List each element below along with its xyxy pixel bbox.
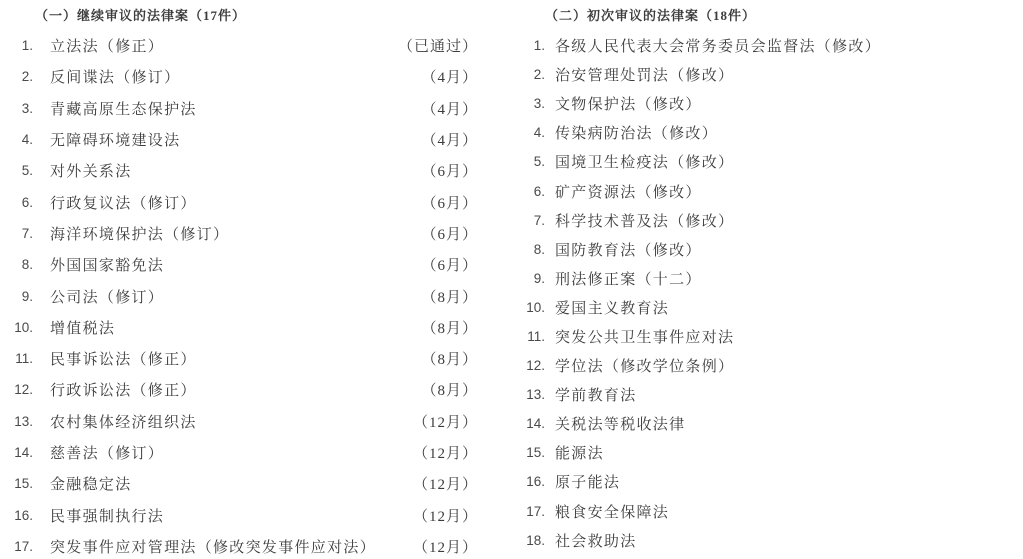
law-title: 治安管理处罚法（修改） <box>555 68 735 85</box>
item-number: 13. <box>526 387 545 403</box>
law-title: 传染病防治法（修改） <box>555 126 719 143</box>
status-label: （已通过） <box>397 39 478 56</box>
law-title: 增值税法 <box>50 320 116 337</box>
list-item <box>511 60 1021 89</box>
status-label: （6月） <box>421 195 478 212</box>
list-item <box>0 249 478 280</box>
list-item <box>0 499 478 530</box>
status-label: （4月） <box>421 101 478 118</box>
list-item <box>511 380 1021 409</box>
item-number: 13. <box>14 413 33 429</box>
item-number: 10. <box>14 319 33 335</box>
list-item <box>0 124 478 155</box>
law-title: 各级人民代表大会常务委员会监督法（修改） <box>555 39 882 56</box>
item-number: 12. <box>14 382 33 398</box>
law-title: 学位法（修改学位条例） <box>555 359 735 376</box>
item-number: 11. <box>15 351 33 367</box>
law-title: 慈善法（修订） <box>50 446 165 462</box>
list-item <box>511 206 1021 235</box>
law-title: 海洋环境保护法（修订） <box>50 226 230 243</box>
law-title: 无障碍环境建设法 <box>50 133 181 150</box>
list-item <box>0 186 478 217</box>
list-item <box>0 61 478 92</box>
list-item <box>0 406 478 437</box>
list-item <box>511 264 1021 293</box>
section-heading-continued-review: （一）继续审议的法律案（17件） <box>35 8 247 23</box>
list-item <box>511 497 1021 526</box>
status-label: （12月） <box>412 446 478 462</box>
law-title: 农村集体经济组织法 <box>50 414 197 431</box>
list-item <box>0 218 478 249</box>
law-title: 原子能法 <box>555 475 621 492</box>
item-number: 1. <box>21 38 33 54</box>
law-title: 民事诉讼法（修正） <box>50 352 197 369</box>
item-number: 3. <box>21 100 33 116</box>
list-item <box>511 351 1021 380</box>
list-item <box>0 437 478 468</box>
list-item <box>511 235 1021 264</box>
list-item <box>0 312 478 343</box>
list-item <box>0 280 478 311</box>
list-item <box>511 118 1021 147</box>
status-label: （12月） <box>412 539 478 556</box>
item-number: 5. <box>21 163 33 179</box>
item-number: 18. <box>526 532 545 548</box>
item-number: 15. <box>526 445 545 461</box>
law-title: 突发公共卫生事件应对法 <box>555 329 735 346</box>
list-item <box>0 468 478 499</box>
status-label: （8月） <box>421 383 478 400</box>
item-number: 17. <box>14 538 33 554</box>
list-item <box>0 155 478 186</box>
continued-review-section <box>0 0 478 559</box>
law-title: 社会救助法 <box>555 533 637 550</box>
law-title: 青藏高原生态保护法 <box>50 101 197 118</box>
law-title: 突发事件应对管理法（修改突发事件应对法） <box>50 539 377 556</box>
first-review-law-list <box>511 31 1021 555</box>
law-title: 外国国家豁免法 <box>50 258 165 275</box>
law-title: 关税法等税收法律 <box>555 417 686 434</box>
status-label: （6月） <box>421 226 478 243</box>
status-label: （8月） <box>421 289 478 306</box>
law-title: 国境卫生检疫法（修改） <box>555 155 735 172</box>
list-item <box>511 526 1021 555</box>
list-item <box>511 438 1021 467</box>
status-label: （12月） <box>412 508 478 525</box>
item-number: 5. <box>533 154 545 170</box>
item-number: 2. <box>21 69 33 85</box>
list-item <box>0 30 478 61</box>
law-title: 金融稳定法 <box>50 477 132 494</box>
law-title: 公司法（修订） <box>50 289 165 306</box>
law-title: 科学技术普及法（修改） <box>555 213 735 230</box>
item-number: 3. <box>533 96 545 112</box>
item-number: 8. <box>533 241 545 257</box>
status-label: （4月） <box>421 70 478 87</box>
item-number: 16. <box>14 507 33 523</box>
law-title: 行政诉讼法（修正） <box>50 383 197 400</box>
list-item <box>511 31 1021 60</box>
law-title: 矿产资源法（修改） <box>555 184 702 201</box>
list-item <box>511 322 1021 351</box>
item-number: 4. <box>21 132 33 148</box>
status-label: （4月） <box>421 133 478 150</box>
item-number: 17. <box>526 503 545 519</box>
item-number: 15. <box>14 476 33 492</box>
first-review-section <box>511 0 1021 555</box>
law-title: 反间谍法（修订） <box>50 70 181 87</box>
item-number: 4. <box>533 125 545 141</box>
law-title: 立法法（修正） <box>50 39 165 56</box>
list-item <box>511 147 1021 176</box>
item-number: 12. <box>526 358 545 374</box>
list-item <box>511 467 1021 496</box>
list-item <box>511 409 1021 438</box>
law-title: 爱国主义教育法 <box>555 300 670 317</box>
continued-review-law-list <box>0 30 478 559</box>
list-item <box>511 293 1021 322</box>
item-number: 10. <box>526 299 545 315</box>
item-number: 9. <box>533 270 545 286</box>
item-number: 6. <box>21 194 33 210</box>
list-item <box>0 374 478 405</box>
list-item <box>0 531 478 559</box>
list-item <box>511 176 1021 205</box>
status-label: （6月） <box>421 258 478 275</box>
status-label: （8月） <box>421 352 478 369</box>
law-title: 文物保护法（修改） <box>555 97 702 114</box>
list-item <box>0 93 478 124</box>
law-title: 学前教育法 <box>555 388 637 405</box>
section-heading-first-review: （二）初次审议的法律案（18件） <box>545 8 757 23</box>
list-item <box>511 89 1021 118</box>
item-number: 14. <box>14 445 33 460</box>
item-number: 14. <box>526 416 545 432</box>
law-title: 行政复议法（修订） <box>50 195 197 212</box>
status-label: （8月） <box>421 320 478 337</box>
item-number: 11. <box>527 328 545 344</box>
item-number: 2. <box>533 67 545 83</box>
law-title: 民事强制执行法 <box>50 508 165 525</box>
law-title: 刑法修正案（十二） <box>555 271 702 288</box>
item-number: 1. <box>533 38 545 54</box>
list-item <box>0 343 478 374</box>
law-title: 对外关系法 <box>50 164 132 181</box>
item-number: 6. <box>533 183 545 199</box>
law-title: 粮食安全保障法 <box>555 504 670 521</box>
item-number: 16. <box>526 474 545 490</box>
law-title: 能源法 <box>555 446 604 463</box>
status-label: （12月） <box>412 414 478 431</box>
item-number: 7. <box>21 225 33 241</box>
item-number: 8. <box>21 257 33 273</box>
item-number: 9. <box>21 288 33 304</box>
status-label: （6月） <box>421 164 478 181</box>
status-label: （12月） <box>412 477 478 494</box>
item-number: 7. <box>533 212 545 228</box>
law-title: 国防教育法（修改） <box>555 242 702 259</box>
